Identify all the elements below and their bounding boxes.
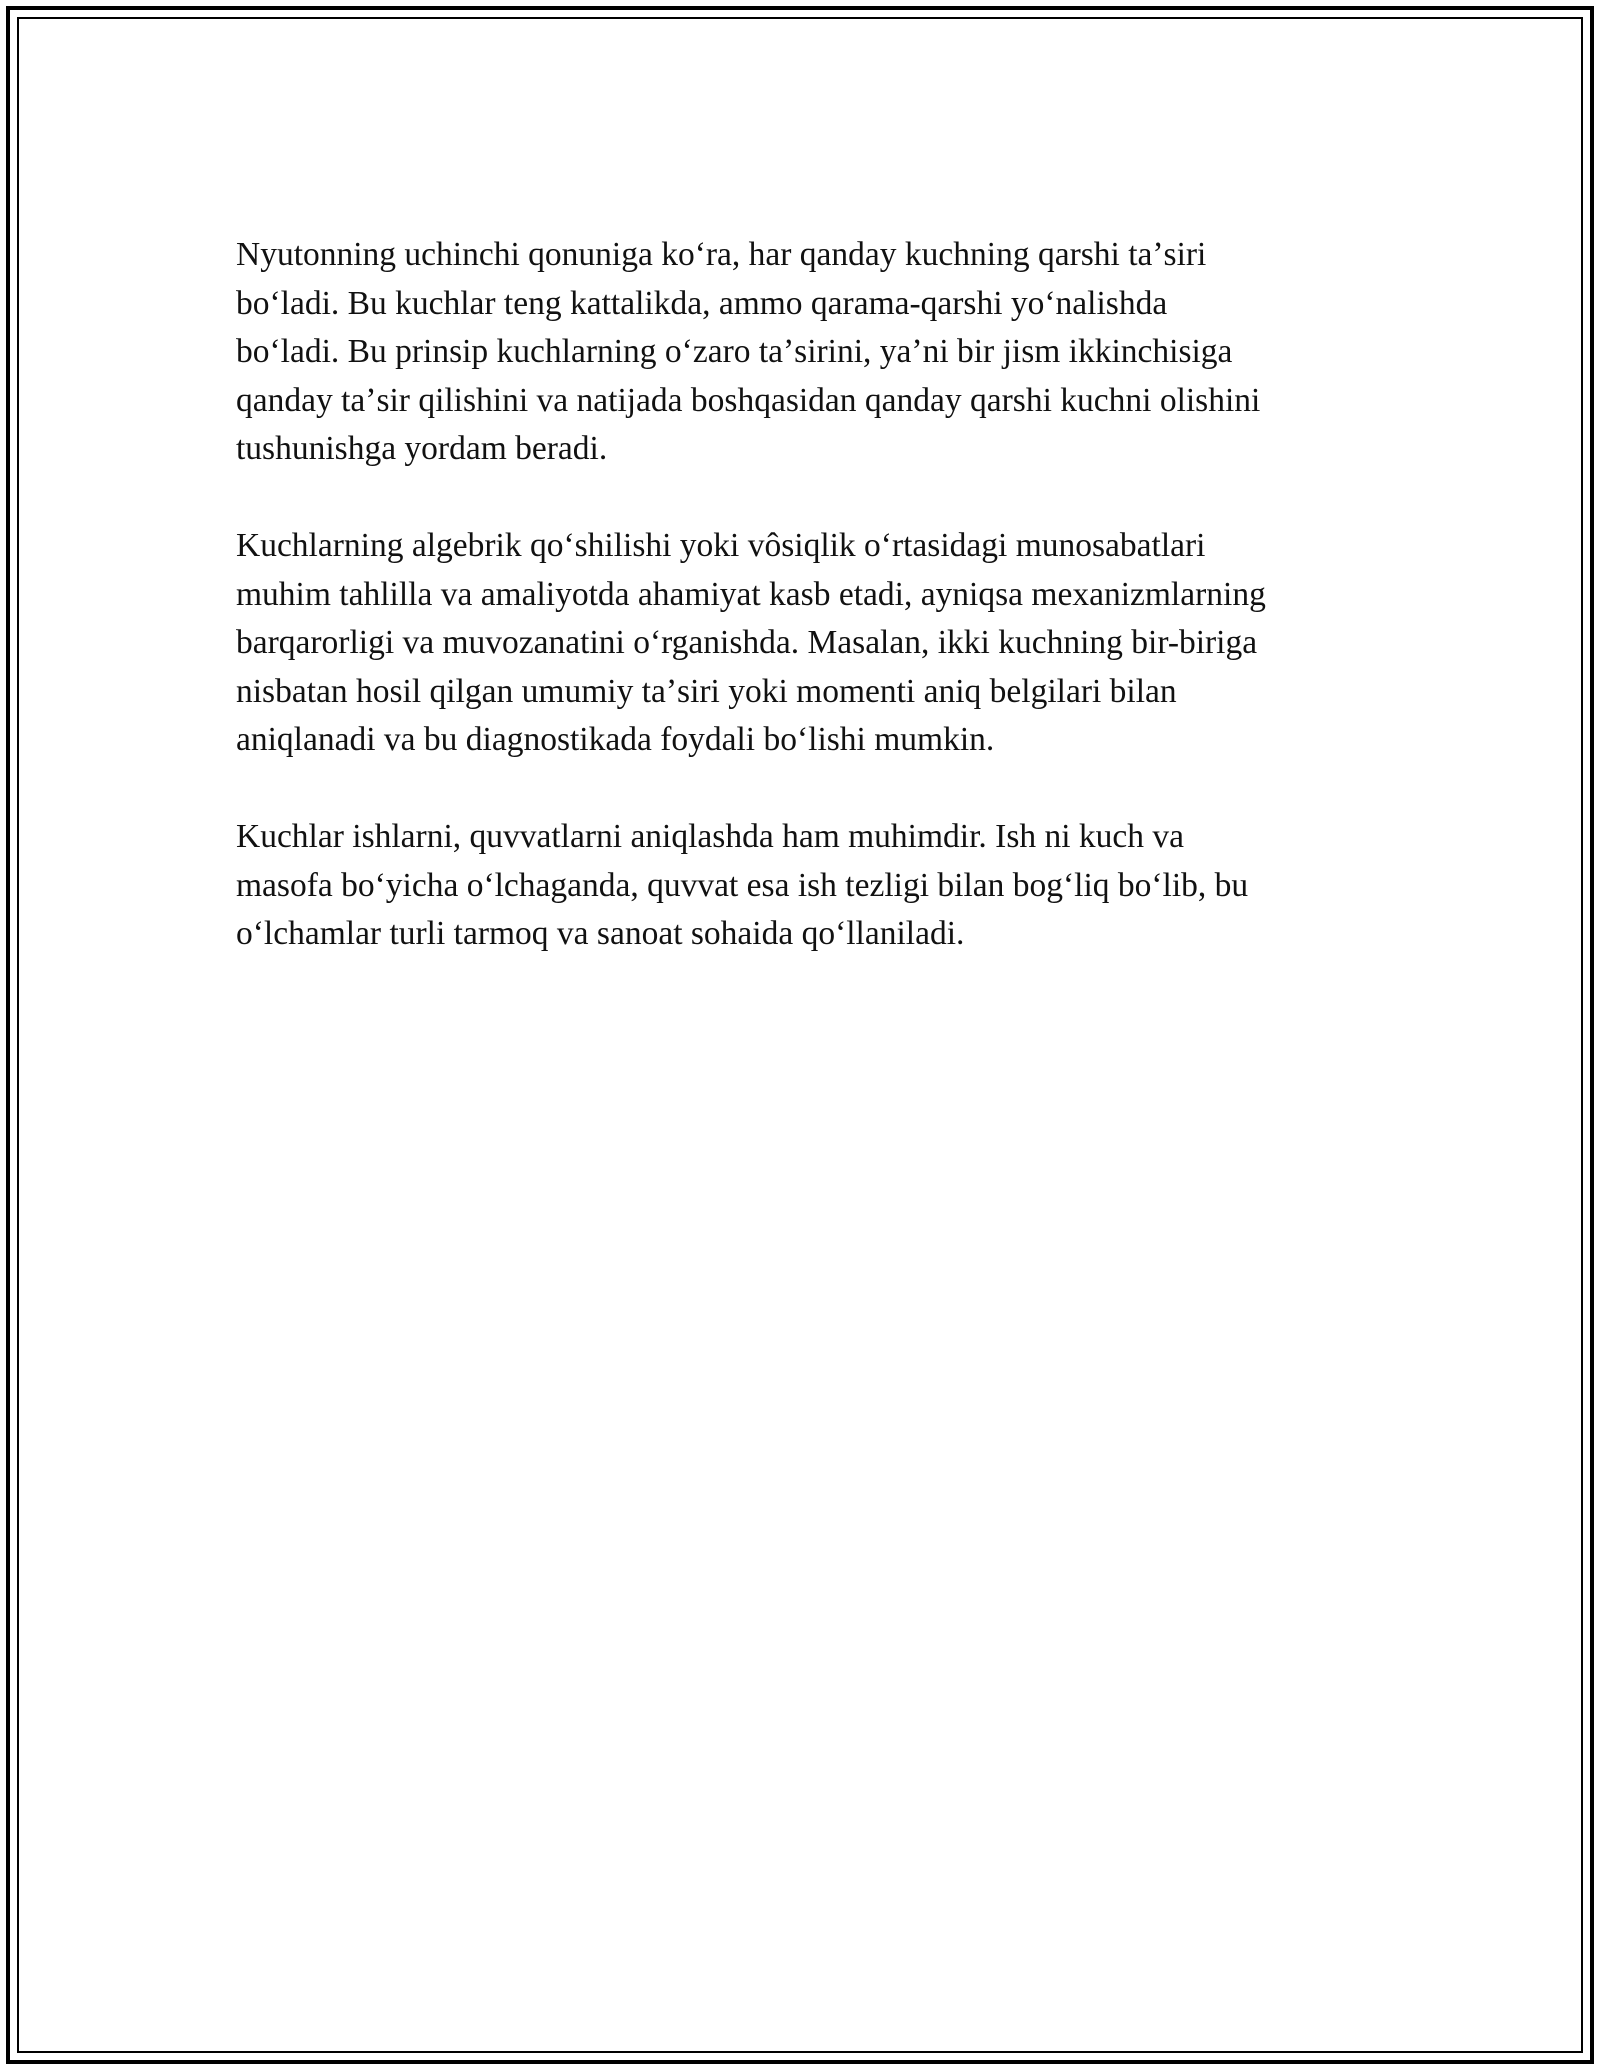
paragraph-line: Nyutonning uchinchi qonuniga koʻra, har qanday kuchning qarshi taʼsiri — [236, 236, 1207, 273]
paragraph-force-addition — [236, 522, 1376, 765]
paragraph-line: boʻladi. Bu kuchlar teng kattalikda, ammo qarama-qarshi yoʻnalishda — [236, 284, 1168, 322]
paragraph-line: boʻladi. Bu prinsip kuchlarning oʻzaro taʼsirini, yaʼni bir jism ikkinchisiga — [236, 333, 1233, 370]
paragraph-line: barqarorligi va muvozanatini oʻrganishda. Masalan, ikki kuchning bir-biriga — [236, 624, 1258, 661]
paragraph-newton-third-law — [236, 231, 1376, 474]
document-body — [236, 231, 1376, 1007]
paragraph-line: masofa boʻyicha oʻlchaganda, quvvat esa ish tezligi bilan bogʻliq boʻlib, bu — [236, 866, 1249, 904]
paragraph-line: qanday taʼsir qilishini va natijada boshqasidan qanday qarshi kuchni olishini — [236, 381, 1261, 419]
paragraph-work-power — [236, 813, 1376, 959]
paragraph-line: aniqlanadi va bu diagnostikada foydali boʻlishi mumkin. — [236, 721, 995, 758]
paragraph-line: Kuchlarning algebrik qoʻshilishi yoki vôsiqlik oʻrtasidagi munosabatlari — [236, 527, 1206, 564]
paragraph-line: muhim tahlilla va amaliyotda ahamiyat kasb etadi, ayniqsa mexanizmlarning — [236, 575, 1266, 613]
paragraph-line: nisbatan hosil qilgan umumiy taʼsiri yoki momenti aniq belgilari bilan — [236, 672, 1177, 710]
paragraph-line: Kuchlar ishlarni, quvvatlarni aniqlashda ham muhimdir. Ish ni kuch va — [236, 818, 1185, 855]
paragraph-line: oʻlchamlar turli tarmoq va sanoat sohaida qoʻllaniladi. — [236, 915, 965, 952]
paragraph-line: tushunishga yordam beradi. — [236, 430, 608, 467]
